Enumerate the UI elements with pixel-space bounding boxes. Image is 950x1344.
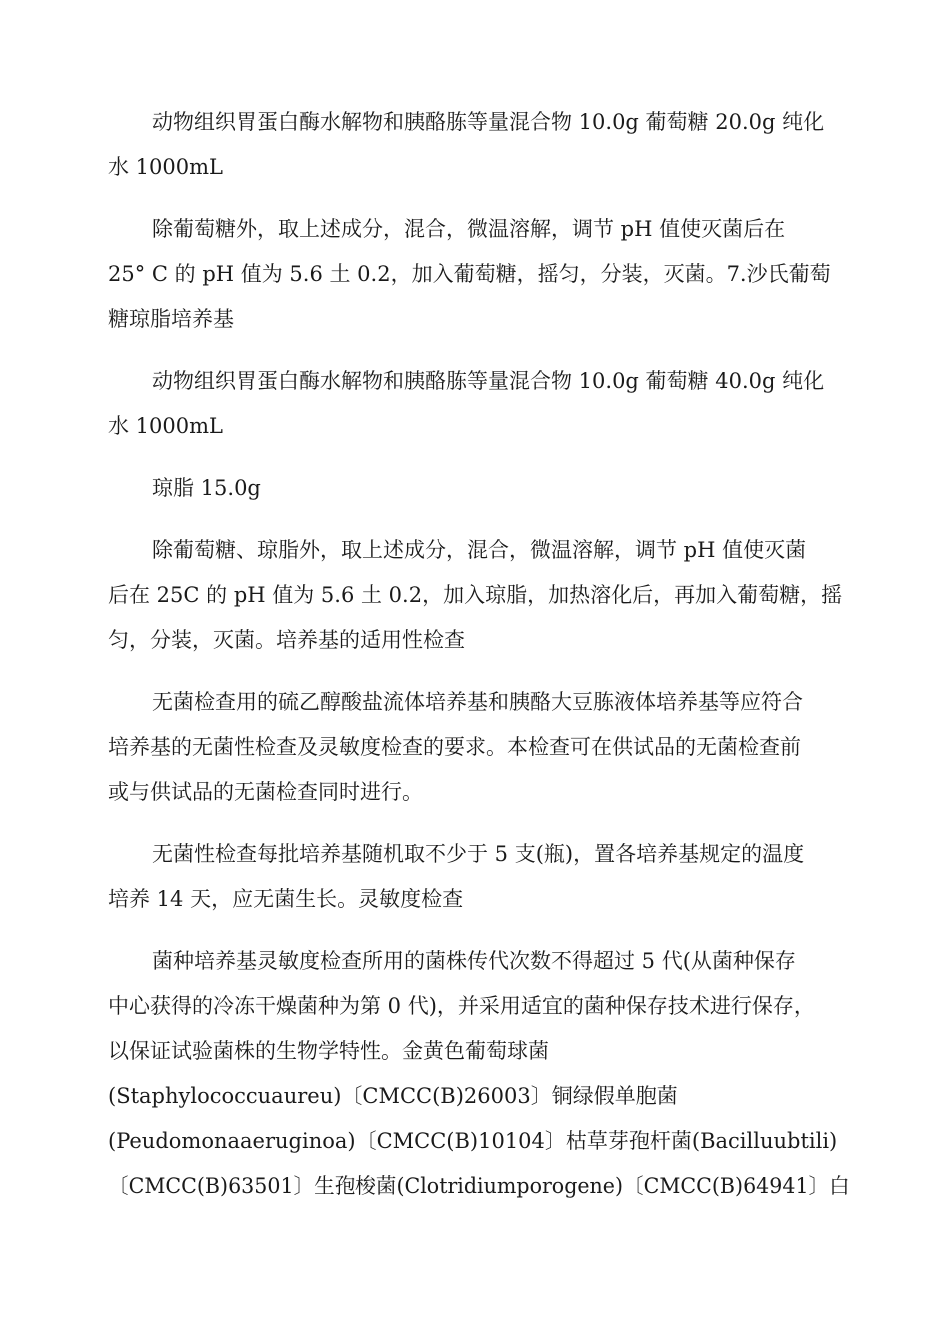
text-line: 无菌检查用的硫乙醇酸盐流体培养基和胰酪大豆胨液体培养基等应符合 xyxy=(152,690,803,714)
text-line: 无菌性检查每批培养基随机取不少于 5 支(瓶)，置各培养基规定的温度 xyxy=(152,842,805,866)
text-line: 水 1000mL xyxy=(108,155,223,179)
paragraph xyxy=(108,528,850,663)
text-line: 〔CMCC(B)63501〕生孢梭菌(Clotridiumporogene)〔CMCC(B)64941〕白 xyxy=(108,1174,850,1198)
paragraph xyxy=(108,359,850,449)
text-line: 匀，分装，灭菌。培养基的适用性检查 xyxy=(108,628,465,652)
paragraph xyxy=(108,832,850,922)
text-line: 动物组织胃蛋白酶水解物和胰酪胨等量混合物 10.0g 葡萄糖 40.0g 纯化 xyxy=(152,369,825,393)
text-line: 中心获得的冷冻干燥菌种为第 0 代)，并采用适宜的菌种保存技术进行保存， xyxy=(108,994,815,1018)
text-line: 25° C 的 pH 值为 5.6 土 0.2，加入葡萄糖，摇匀，分装，灭菌。7.沙氏葡萄 xyxy=(108,262,831,286)
text-line: 除葡萄糖、琼脂外，取上述成分，混合，微温溶解，调节 pH 值使灭菌 xyxy=(152,538,807,562)
text-line: 以保证试验菌株的生物学特性。金黄色葡萄球菌 xyxy=(108,1039,549,1063)
paragraph xyxy=(108,207,850,342)
text-line: 或与供试品的无菌检查同时进行。 xyxy=(108,780,423,804)
text-line: 水 1000mL xyxy=(108,414,223,438)
paragraph xyxy=(108,100,850,190)
text-line: 除葡萄糖外，取上述成分，混合，微温溶解，调节 pH 值使灭菌后在 xyxy=(152,217,786,241)
document-body xyxy=(108,100,850,1226)
paragraph xyxy=(108,466,850,511)
text-line: 琼脂 15.0g xyxy=(152,476,261,500)
text-line: 菌种培养基灵敏度检查所用的菌株传代次数不得超过 5 代(从菌种保存 xyxy=(152,949,796,973)
text-line: (Peudomonaaeruginoa)〔CMCC(B)10104〕枯草芽孢杆菌(Bacilluubtili) xyxy=(108,1129,838,1153)
paragraph xyxy=(108,680,850,815)
text-line: 培养基的无菌性检查及灵敏度检查的要求。本检查可在供试品的无菌检查前 xyxy=(108,735,801,759)
text-line: 后在 25C 的 pH 值为 5.6 土 0.2，加入琼脂，加热溶化后，再加入葡萄糖，摇 xyxy=(108,583,843,607)
paragraph xyxy=(108,939,850,1209)
text-line: 糖琼脂培养基 xyxy=(108,307,234,331)
text-line: 培养 14 天，应无菌生长。灵敏度检查 xyxy=(108,887,464,911)
text-line: 动物组织胃蛋白酶水解物和胰酪胨等量混合物 10.0g 葡萄糖 20.0g 纯化 xyxy=(152,110,825,134)
text-line: (Staphylococcuaureu)〔CMCC(B)26003〕铜绿假单胞菌 xyxy=(108,1084,678,1108)
